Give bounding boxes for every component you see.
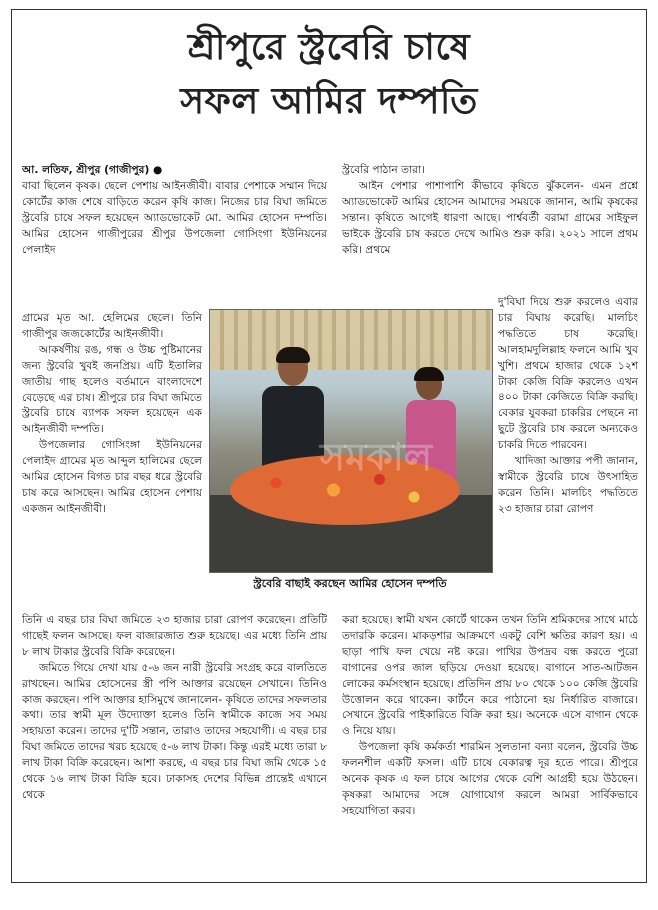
newspaper-clipping (11, 9, 647, 883)
paragraph: উপজেলার গোসিংঙ্গা ইউনিয়নের পেলাইদ গ্রামের মৃত আব্দুল হালিমের ছেলে আমির হোসেন বিগত চার বছর ধরে স্ট্রবেরি চাষ করে আসছেন। আমির হোসেন পেশায় একজন আইনজীবী। (22, 439, 202, 515)
text-block-d (342, 163, 638, 295)
text-block-e (498, 295, 638, 613)
paragraph: তিনি এ বছর চার বিঘা জমিতে ২৩ হাজার চারা রোপণ করেছেন। প্রতিটি গাছেই ফলন আসছে। ফল বাজারজাত শুরু হয়েছে। এর মধ্যে তিনি প্রায় ৮ লাখ টাকার স্ট্রবেরি বিক্রি করেছেন। (22, 614, 327, 658)
paragraph: গ্রামের মৃত আ. হেলিমের ছেলে। তিনি গাজীপুর জজকোর্টের আইনজীবী। (22, 312, 202, 340)
paragraph: করা হয়েছে। স্বামী যখন কোর্টে থাকেন তখন তিনি শ্রমিকদের সাথে মাঠে তদারকি করেন। মাকড়শার আক্রমণে একটু বেশি ক্ষতির কারণ হয়। এ ছাড়া পাখি ফল খেয়ে নষ্ট করে। পাখির উপদ্রব বন্ধ করতে পুরো বাগানের ওপর জাল ছড়িয়ে দেওয়া হয়েছে। বাগানে সাত-আটজন লোকের কর্মসংস্থান হয়েছে। প্রতিদিন প্রায় ৮০ থেকে ১০০ কেজি স্ট্রবেরি উত্তোলন করে থাকেন। কার্টনে করে পাঠানো হয় নির্ধারিত বাজারে। সেখানে স্ট্রবেরি পাইকারিতে বিক্রি করা হয়। অনেকে এসে বাগান থেকে ও নিয়ে যায়। (342, 614, 638, 738)
text-block-c (22, 613, 327, 876)
shed-roof (210, 310, 492, 370)
headline-line-1: শ্রীপুরে স্ট্রবেরি চাষে (187, 26, 471, 68)
headline (12, 20, 646, 128)
byline: আ. লতিফ, শ্রীপুর (গাজীপুর) ● (22, 164, 163, 176)
paragraph: বাবা ছিলেন কৃষক। ছেলে পেশায় আইনজীবী। বাবার পেশাকে সম্মান দিয়ে কোর্টের কাজ শেষে বাড়িতে করেন কৃষি কাজ। নিজের চার বিঘা জমিতে স্ট্রবেরি চাষে সফল হয়েছেন অ্যাডভোকেট মো. আমির হোসেন দম্পতি। আমির হোসেন গাজীপুরের শ্রীপুর উপজেলা গোসিংগা ইউনিয়নের পেলাইদ (22, 179, 327, 256)
watermark-logo: সমকাল (320, 434, 433, 479)
text-block-b (22, 311, 202, 613)
paragraph: দু'বিঘা দিয়ে শুরু করলেও এবার চার বিঘায় করেছি। মালচিং পদ্ধতিতে চাষ করেছি। আলহামদুলিল্লাহ ফলনে আমি খুব খুশি। প্রথমে হাজার থেকে ১২শ টাকা কেজি বিক্রি করলেও এখন ৪০০ টাকা কেজিতে বিক্রি করছি। বেকার যুবকরা চাকরির পেছনে না ছুটে স্ট্রবেরি চাষ করলে অন্যকেও চাকরি দিতে পারবেন। (498, 296, 638, 452)
paragraph: স্ট্রবেরি পাঠান তারা। (342, 164, 425, 176)
paragraph: জমিতে গিয়ে দেখা যায় ৫-৬ জন নারী স্ট্রবেরি সংগ্রহ করে বালতিতে রাখছেন। আমির হোসেনের স্ত্রী পপি আক্তার রয়েছেন সেখানে। তিনিও কাজ করছেন। পপি আক্তার হাসিমুখে জানালেন- কৃষিতে তাদের সফলতার কথা। তার স্বামী মূল উদ্যোক্তা হলেও তিনি স্বামীকে কাজে সব সময় সহায়তা করেন। তাদের দু'টি সন্তান, তারাও তাদের সহযোগী। এ বছর চার বিঘা জমিতে তাদের খরচ হয়েছে ৫-৬ লাখ টাকা। কিন্তু এরই মধ্যে তারা ৮ লাখ টাকা বিক্রি করেছেন। আশা করছে, এ বছর চার বিঘা জমি থেকে ১৫ থেকে ১৬ লাখ টাকা বিক্রি হবে। ঢাকাসহ দেশের বিভিন্ন প্রান্তেই এখানে থেকে (22, 661, 327, 801)
paragraph: আইন পেশার পাশাপাশি কীভাবে কৃষিতে ঝুঁকলেন- এমন প্রশ্নে অ্যাডভোকেট আমির হোসেন আমাদের সময়কে জানান, আমি কৃষকের সন্তান। কৃষিতে আগেই ধারণা আছে। পার্শ্ববর্তী বরামা গ্রামের সাইফুল ভাইকে স্ট্রবেরি চাষ করতে দেখে আমিও শুরু করি। ২০২১ সালে প্রথম করি। প্রথমে (342, 179, 638, 256)
text-block-f (342, 613, 638, 876)
text-block-a (22, 163, 327, 311)
headline-line-2: সফল আমির দম্পতি (180, 80, 478, 122)
article-body (22, 163, 636, 874)
paragraph: আকর্ষণীয় রঙ, গন্ধ ও উচ্চ পুষ্টিমানের জন্য স্ট্রবেরি খুবই জনপ্রিয়। এটি ইতালির জাতীয় গাছ হলেও বর্তমানে বাংলাদেশে বেড়েছে এর চাষ। শ্রীপুরে চার বিঘা জমিতে স্ট্রবেরি চাষে ব্যাপক সফল হয়েছেন এক আইনজীবী দম্পতি। (22, 343, 202, 436)
paragraph: উপজেলা কৃষি কর্মকর্তা শারমিন সুলতানা বন্যা বলেন, স্ট্রবেরি উচ্চ ফলনশীল একটি ফসল। এটি চাষে বেকারত্ব দূর হতে পারে। শ্রীপুরে অনেক কৃষক এ ফল চাষে আগের থেকে বেশি আগ্রহী হয়ে উঠছেন। কৃষকরা আমাদের সঙ্গে যোগাযোগ করলে আমরা সার্বিকভাবে সহযোগিতা করব। (342, 741, 638, 817)
article-photo (209, 309, 493, 573)
photo-caption: স্ট্রবেরি বাছাই করছেন আমির হোসেন দম্পতি (253, 577, 447, 590)
paragraph: খাদিজা আক্তার পপী জানান, স্বামীকে স্ট্রবেরি চাষে উৎসাহিত করেন তিনি। মালচিং পদ্ধতিতে ২৩ হাজার চারা রোপণ (498, 455, 638, 515)
